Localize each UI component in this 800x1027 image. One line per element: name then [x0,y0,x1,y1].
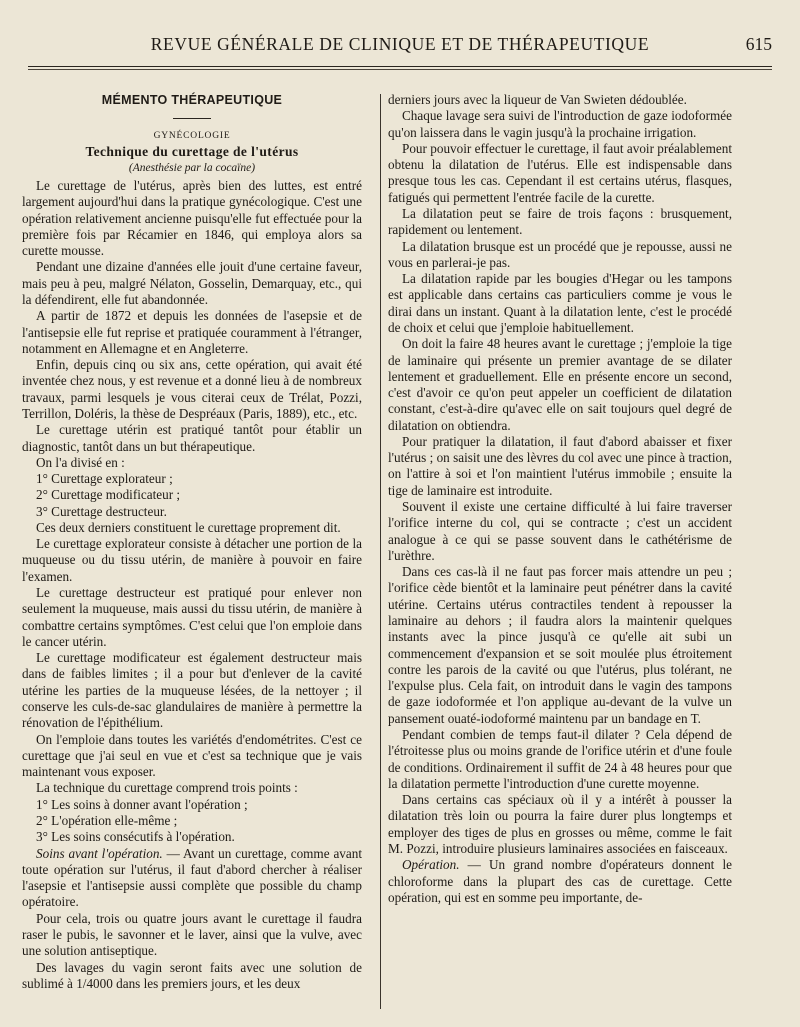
running-title: REVUE GÉNÉRALE DE CLINIQUE ET DE THÉRAPEUTIQUE [150,34,650,54]
paragraph: Des lavages du vagin seront faits avec une solution de sublimé à 1/4000 dans les premiers jours, et les deux [22,959,362,991]
inline-heading-soins: Soins avant l'opération. [36,845,163,861]
column-divider [380,94,381,1009]
paragraph-operation [388,857,732,906]
list-item: 1° Les soins à donner avant l'opération ; [36,796,248,812]
paragraph: Chaque lavage sera suivi de l'introduction de gaze iodoformée qu'on laissera dans le vagin jusqu'à la prochaine irrigation. [388,108,732,140]
paragraph-soins [22,846,362,911]
running-head [28,34,772,56]
list-item: 1° Curettage explorateur ; [36,471,173,487]
paragraph: A partir de 1872 et depuis les données de l'asepsie et de l'antisepsie elle fut reprise et pratiquée couramment à l'étranger, notamment en Allemagne et en Angleterre. [22,308,362,356]
article-title: Technique du curettage de l'utérus [85,144,299,159]
paragraph: Ces deux derniers constituent le curettage proprement dit. [36,519,341,535]
rubric-heading: MÉMENTO THÉRAPEUTIQUE [101,93,283,107]
paragraph-text: — Avant un curettage, comme avant toute opération sur l'utérus, il faut d'abord chercher à réaliser l'asepsie et l'antisepsie aussi complète que possible du champ opératoire. [22,845,362,910]
paragraph: Pendant une dizaine d'années elle jouit d'une certaine faveur, mais peu à peu, malgré Nélaton, Gosselin, Demarquay, etc., qui la défendirent, elle fut abandonnée. [22,259,362,307]
page-number: 615 [745,34,772,54]
paragraph: Le curettage destructeur est pratiqué pour enlever non seulement la muqueuse, mais aussi du tissu utérin, de manière à combattre certains symptômes. C'est celui que l'on emploie dans le cancer utérin. [22,585,362,649]
paragraph: Le curettage explorateur consiste à détacher une portion de la muqueuse ou du tissu utérin, de manière à pouvoir en faire l'examen. [22,536,362,584]
paragraph: On doit la faire 48 heures avant le curettage ; j'emploie la tige de laminaire qui présente un premier avantage de se dilater lentement et graduellement. Elle en présente encore un second, c'est d'avoir ce qu'on peut appeler un coefficient de dilatation constant, c'est-à-dire qu'avec elle on sait toujours quel degré de dilatation on obtiendra. [388,336,732,433]
paragraph: Pour cela, trois ou quatre jours avant le curettage il faudra raser le pubis, le savonner et le laver, ainsi que la vulve, avec une solution antiseptique. [22,910,362,959]
rubric-rule [173,118,211,119]
list-item: 3° Les soins consécutifs à l'opération. [36,829,235,845]
paragraph: Pour pouvoir effectuer le curettage, il faut avoir préalablement obtenu la dilatation de l'utérus. Elle est indispensable dans presque tous les cas. Cependant il est certains utérus, flasques, fatigués qui permettent l'entrée facile de la curette. [388,140,732,205]
left-column [22,92,362,992]
paragraph: Le curettage modificateur est également destructeur mais dans de faibles limites ; il a pour but d'enlever de la cavité utérine les parties de la muqueuse lésées, de la nettoyer ; il conserve les culs-de-sac glandulaires de manière à permettre la rénovation de l'épithélium. [22,650,362,731]
paragraph: On l'a divisé en : [36,454,125,470]
header-rule-thin [28,69,772,70]
paragraph: Dans ces cas-là il ne faut pas forcer mais attendre un peu ; l'orifice cède bientôt et la laminaire peut pénétrer dans la cavité utérine. Certains utérus contractiles tendent à repousser la laminaire au dehors ; il faudra alors la maintenir quelques instants avec la pince jusqu'à ce qu'elle ait subi un commencement d'expansion et se soit moulée plus étroitement contre les parois de la cavité ou que l'utérus, plus tolérant, ne l'expulse plus. Cela fait, on introduit dans le vagin des tampons de gaze iodoformée et l'on applique au-devant de la vulve un pansement ouaté-iodoformé maintenu par un bandage en T. [388,564,732,726]
paragraph: Pour pratiquer la dilatation, il faut d'abord abaisser et fixer l'utérus ; on saisit une des lèvres du col avec une pince à traction, on l'attire à soi et l'on maintient l'utérus immobile ; ensuite la tige de laminaire est introduite. [388,433,732,498]
paragraph-continued: derniers jours avec la liqueur de Van Swieten dédoublée. [388,92,687,107]
section-heading: GYNÉCOLOGIE [153,131,231,141]
paragraph: Souvent il existe une certaine difficulté à lui faire traverser l'orifice interne du col, qui se contracte ; c'est un accident analogue à ce qui se passe souvent dans le cathétérisme de l'urèthre. [388,499,732,563]
list-item: 2° L'opération elle-même ; [36,812,178,828]
paragraph: La dilatation brusque est un procédé que je repousse, aussi ne vous en parlerai-je pas. [388,238,732,270]
header-rule [28,66,772,67]
paragraph: La dilatation rapide par les bougies d'Hegar ou les tampons est applicable dans certains cas particuliers comme je vous le dirai dans un instant. Quant à la dilatation lente, c'est le procédé de choix et celui que j'emploie habituellement. [388,271,732,335]
paragraph-text: — Un grand nombre d'opérateurs donnent le chloroforme dans la plupart des cas de curettage. Cette opération, qui est en somme peu importante, de- [388,857,732,905]
list-item: 2° Curettage modificateur ; [36,487,181,503]
paragraph: On l'emploie dans toutes les variétés d'endométrites. C'est ce curettage que j'ai seul en vue et c'est sa technique que je vais maintenant vous exposer. [22,731,362,780]
right-column [388,92,732,906]
paragraph: Le curettage utérin est pratiqué tantôt pour établir un diagnostic, tantôt dans un but thérapeutique. [22,422,362,454]
inline-heading-operation: Opération. [402,857,460,873]
paragraph: Dans certains cas spéciaux où il y a intérêt à pousser la dilatation très loin ou pourra la faire durer plus longtemps et employer des tiges de plus en grosses ou même, comme le fait M. Pozzi, introduire plusieurs laminaires associées en faisceaux. [388,792,732,856]
list-item: 3° Curettage destructeur. [36,503,167,519]
paragraph: La dilatation peut se faire de trois façons : brusquement, rapidement ou lentement. [388,205,732,238]
paragraph: Le curettage de l'utérus, après bien des luttes, est entré largement aujourd'hui dans la pratique gynécologique. C'est une opération relativement ancienne puisqu'elle fut effectuée pour la première fois par Récamier en 1846, qui employa alors sa curette mousse. [22,178,362,259]
article-subtitle: (Anesthésie par la cocaïne) [128,162,256,174]
paragraph: Enfin, depuis cinq ou six ans, cette opération, qui avait été inventée chez nous, y est revenue et a donné lieu à de nombreux travaux, parmi lesquels je vous citerai ceux de Trélat, Pozzi, Terrillon, Doléris, la thèse de Despréaux (Paris, 1889), etc., etc. [22,357,362,421]
paragraph: Pendant combien de temps faut-il dilater ? Cela dépend de l'étroitesse plus ou moins grande de l'orifice utérin et d'une foule de conditions. Ordinairement il suffit de 24 à 48 heures pour que la dilatation permette l'introduction d'une curette moyenne. [388,726,732,791]
paragraph: La technique du curettage comprend trois points : [36,780,298,796]
